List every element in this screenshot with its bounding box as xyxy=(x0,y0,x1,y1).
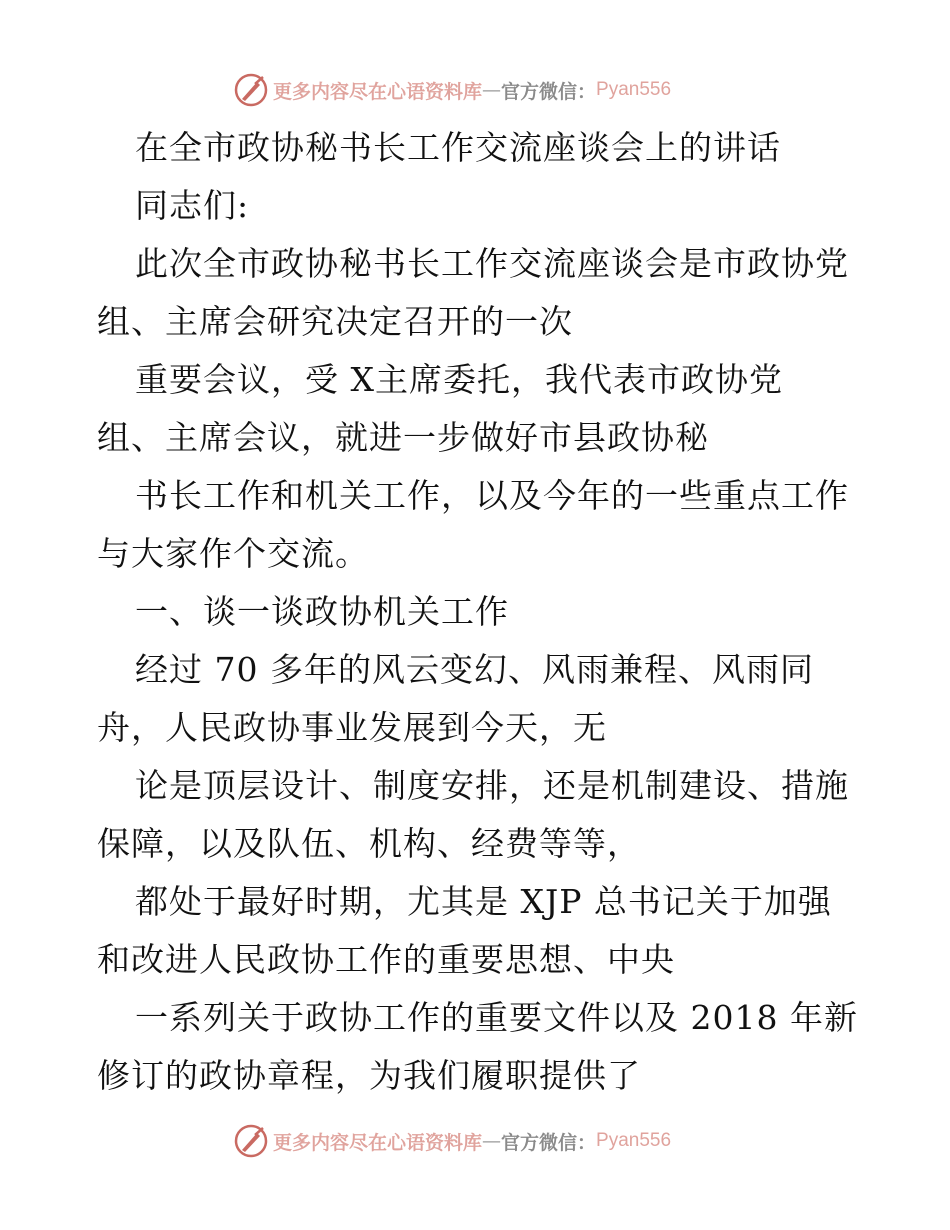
paragraph-line: 此次全市政协秘书长工作交流座谈会是市政协党 xyxy=(135,244,849,283)
watermark-banner-bottom xyxy=(233,1123,713,1159)
paragraph-line: 经过 70 多年的风云变幻、风雨兼程、风雨同 xyxy=(135,650,814,689)
paragraph-line: 重要会议，受 X主席委托，我代表市政协党 xyxy=(135,360,783,399)
paragraph-line: 保障，以及队伍、机构、经费等等， xyxy=(97,824,641,863)
watermark-brand: 更多内容尽在心语资料库 xyxy=(273,80,483,103)
watermark-account: Pyan556 xyxy=(596,1130,672,1151)
paragraph-line: 舟，人民政协事业发展到今天，无 xyxy=(97,708,607,747)
watermark-separator: — xyxy=(482,79,502,101)
document-title: 在全市政协秘书长工作交流座谈会上的讲话 xyxy=(135,128,781,167)
paragraph-line: 书长工作和机关工作，以及今年的一些重点工作 xyxy=(135,476,849,515)
quill-logo-icon xyxy=(233,72,269,108)
quill-logo-icon xyxy=(233,1123,269,1159)
watermark-wechat-label: 官方微信： xyxy=(501,1131,597,1154)
paragraph-line: 都处于最好时期，尤其是 XJP 总书记关于加强 xyxy=(135,882,832,921)
paragraph-line: 组、主席会研究决定召开的一次 xyxy=(97,302,573,341)
paragraph-line: 论是顶层设计、制度安排，还是机制建设、措施 xyxy=(135,766,849,805)
paragraph-line: 和改进人民政协工作的重要思想、中央 xyxy=(97,940,675,979)
paragraph-line: 组、主席会议，就进一步做好市县政协秘 xyxy=(97,418,709,457)
salutation: 同志们: xyxy=(135,186,250,225)
watermark-wechat-label: 官方微信： xyxy=(501,80,597,103)
paragraph-line: 与大家作个交流。 xyxy=(97,534,369,573)
watermark-banner-top xyxy=(233,72,713,108)
watermark-separator: — xyxy=(482,1130,502,1152)
watermark-brand: 更多内容尽在心语资料库 xyxy=(273,1131,483,1154)
paragraph-line: 一系列关于政协工作的重要文件以及 2018 年新 xyxy=(135,998,858,1037)
paragraph-line: 修订的政协章程，为我们履职提供了 xyxy=(97,1056,641,1095)
watermark-account: Pyan556 xyxy=(596,79,672,100)
section-heading: 一、谈一谈政协机关工作 xyxy=(135,592,509,631)
